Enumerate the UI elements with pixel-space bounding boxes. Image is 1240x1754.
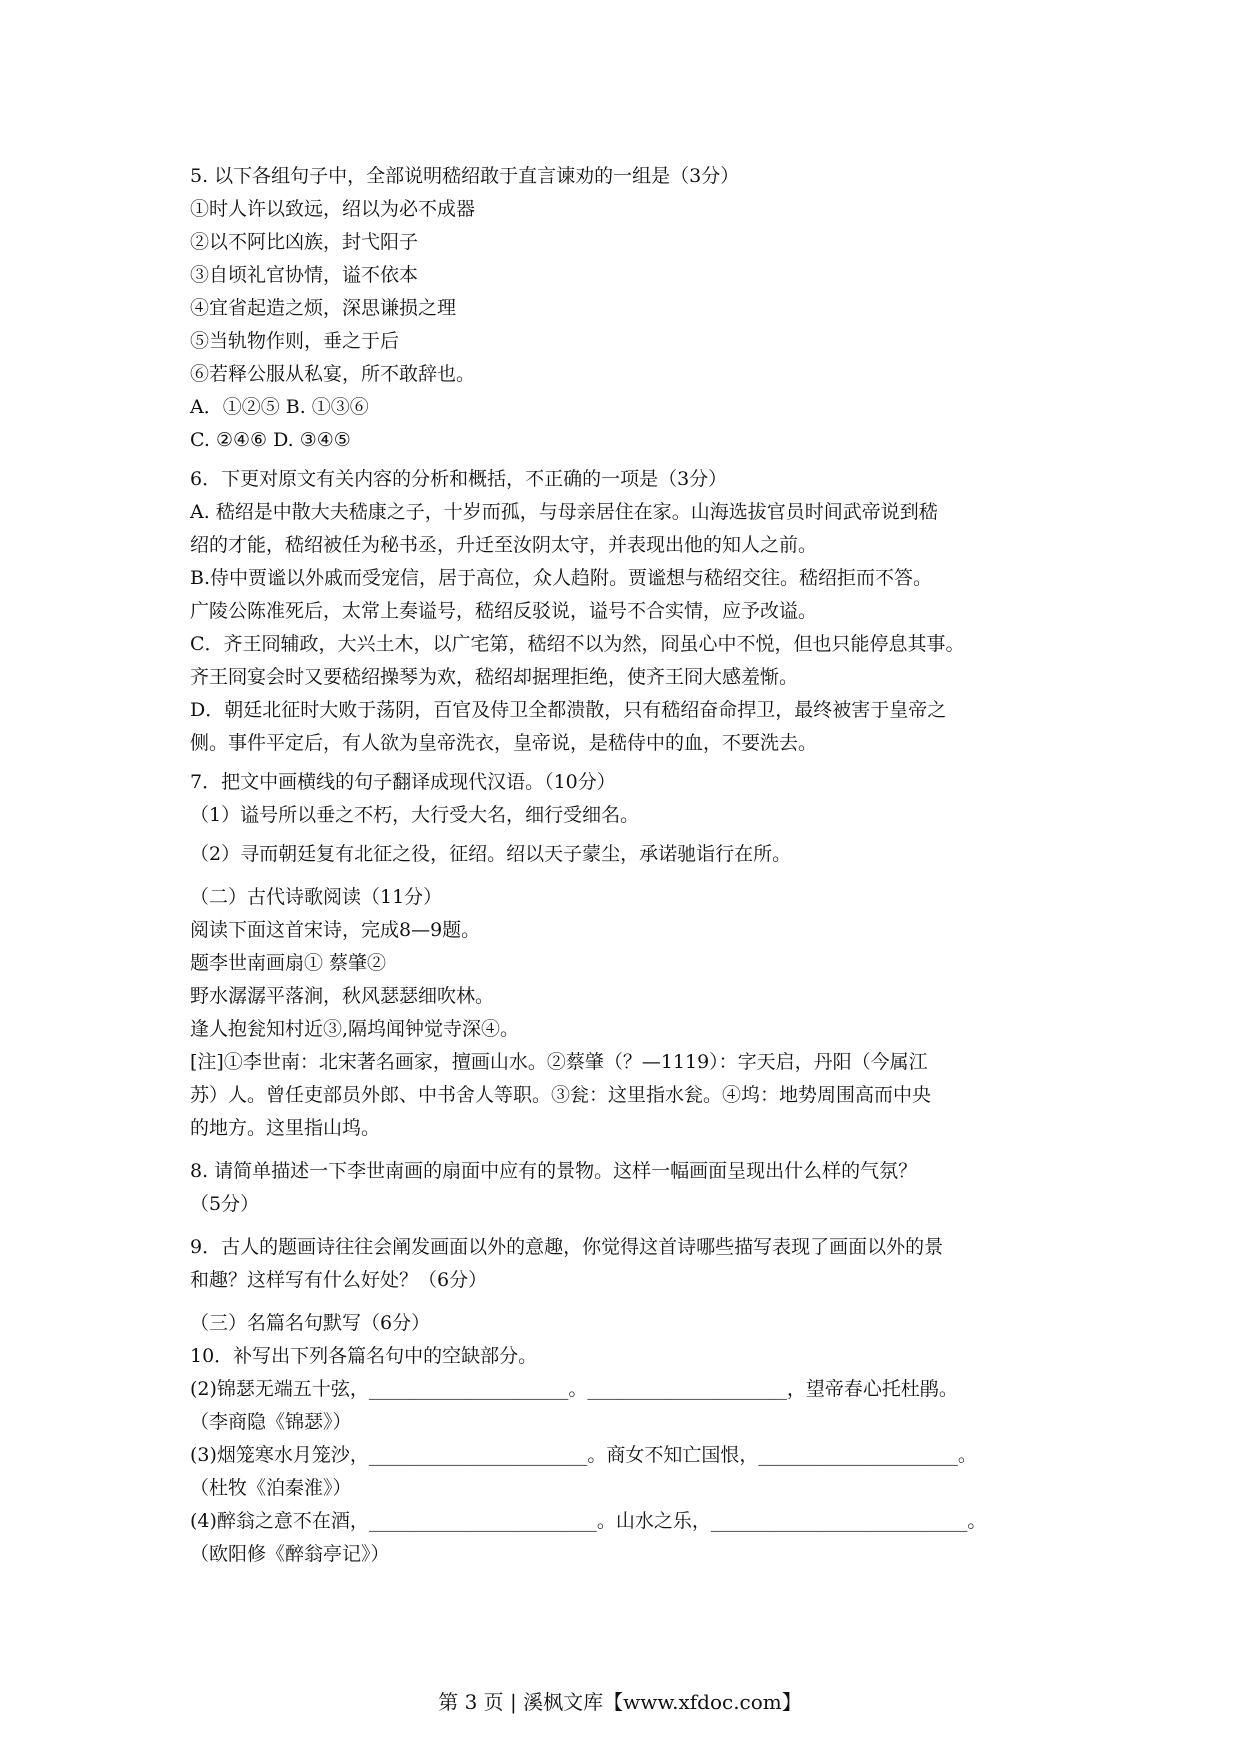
q5-item-6: ⑥若释公服从私宴，所不敢辞也。 xyxy=(190,363,476,385)
q5-stem: 5. 以下各组句子中，全部说明嵇绍敢于直言谏劝的一组是（3分） xyxy=(190,165,740,187)
q8-stem-line-2: （5分） xyxy=(190,1193,260,1215)
q10-item-3-source: （杜牧《泊秦淮》） xyxy=(190,1477,352,1499)
q6-option-a-line-1: A. 嵇绍是中散大夫嵇康之子，十岁而孤，与母亲居住在家。山海选拔官员时间武帝说到嵇 xyxy=(190,501,938,523)
poem-line-2: 逢人抱瓮知村近③,隔坞闻钟觉寺深④。 xyxy=(190,1018,520,1040)
q6-option-d-line-1: D．朝廷北征时大败于荡阴，百官及侍卫全都溃散，只有嵇绍奋命捍卫，最终被害于皇帝之 xyxy=(190,699,947,721)
q10-item-2-source: （李商隐《锦瑟》） xyxy=(190,1411,352,1433)
q10-item-2: (2)锦瑟无端五十弦，_____________________。_____________________，望帝春心托杜鹃。 xyxy=(190,1378,958,1400)
section-2-heading: （二）古代诗歌阅读（11分） xyxy=(190,886,443,908)
q9-stem-line-2: 和趣？这样写有什么好处？（6分） xyxy=(190,1269,488,1291)
q6-stem: 6．下更对原文有关内容的分析和概括，不正确的一项是（3分） xyxy=(190,468,728,490)
poem-note-line-3: 的地方。这里指山坞。 xyxy=(190,1117,381,1139)
poem-line-1: 野水潺潺平落涧，秋风瑟瑟细吹林。 xyxy=(190,985,495,1007)
document-body xyxy=(190,160,1070,1571)
q6-option-b-line-2: 广陵公陈准死后，太常上奏谥号，嵇绍反驳说，谥号不合实情，应予改谥。 xyxy=(190,600,818,622)
section-3-heading: （三）名篇名句默写（6分） xyxy=(190,1312,431,1334)
q6-option-c-line-1: C．齐王冏辅政，大兴土木，以广宅第，嵇绍不以为然，冏虽心中不悦，但也只能停息其事。 xyxy=(190,633,965,655)
page-footer: 第 3 页 | 溪枫文库【www.xfdoc.com】 xyxy=(438,1690,802,1714)
poem-title: 题李世南画扇① 蔡肇② xyxy=(190,952,387,974)
q5-item-4: ④宜省起造之烦，深思谦损之理 xyxy=(190,297,457,319)
poem-note-line-1: [注]①李世南：北宋著名画家，擅画山水。②蔡肇（？—1119）：字天启，丹阳（今属江 xyxy=(190,1051,928,1073)
q7-stem: 7．把文中画横线的句子翻译成现代汉语。（10分） xyxy=(190,771,616,793)
q7-sentence-1: （1）谥号所以垂之不朽，大行受大名，细行受细名。 xyxy=(190,804,640,826)
q6-option-d-line-2: 侧。事件平定后，有人欲为皇帝洗衣，皇帝说，是嵇侍中的血，不要洗去。 xyxy=(190,732,818,754)
q9-stem-line-1: 9．古人的题画诗往往会阐发画面以外的意趣，你觉得这首诗哪些描写表现了画面以外的景 xyxy=(190,1236,944,1258)
q5-item-5: ⑤当轨物作则，垂之于后 xyxy=(190,330,400,352)
section-2-instruction: 阅读下面这首宋诗，完成8—9题。 xyxy=(190,919,481,941)
q5-item-3: ③自顷礼官协情，谥不依本 xyxy=(190,264,419,286)
poem-note-line-2: 苏）人。曾任吏部员外郎、中书舍人等职。③瓮：这里指水瓮。④坞：地势周围高而中央 xyxy=(190,1084,932,1106)
q10-stem: 10．补写出下列各篇名句中的空缺部分。 xyxy=(190,1345,538,1367)
q7-sentence-2: （2）寻而朝廷复有北征之役，征绍。绍以天子蒙尘，承诺驰诣行在所。 xyxy=(190,843,792,865)
q6-option-b-line-1: B.侍中贾谧以外戚而受宠信，居于高位，众人趋附。贾谧想与嵇绍交往。嵇绍拒而不答。 xyxy=(190,567,933,589)
q6-option-a-line-2: 绍的才能，嵇绍被任为秘书丞，升迁至汝阴太守，并表现出他的知人之前。 xyxy=(190,534,818,556)
q10-item-4: (4)醉翁之意不在酒，________________________。山水之乐，___________________________。 xyxy=(190,1510,987,1532)
q10-item-3: (3)烟笼寒水月笼沙，_______________________。商女不知亡国恨，_____________________。 xyxy=(190,1444,977,1466)
q6-option-c-line-2: 齐王冏宴会时又要嵇绍操琴为欢，嵇绍却据理拒绝，使齐王冏大感羞惭。 xyxy=(190,666,799,688)
q5-item-2: ②以不阿比凶族，封弋阳子 xyxy=(190,231,419,253)
q5-item-1: ①时人许以致远，绍以为必不成器 xyxy=(190,198,476,220)
q5-options-ab: A．①②⑤ B. ①③⑥ xyxy=(190,396,369,418)
q10-item-4-source: （欧阳修《醉翁亭记》） xyxy=(190,1543,390,1565)
q8-stem-line-1: 8. 请简单描述一下李世南画的扇面中应有的景物。这样一幅画面呈现出什么样的气氛？ xyxy=(190,1160,918,1182)
q5-options-cd: C. ②④⑥ D. ③④⑤ xyxy=(190,429,351,451)
